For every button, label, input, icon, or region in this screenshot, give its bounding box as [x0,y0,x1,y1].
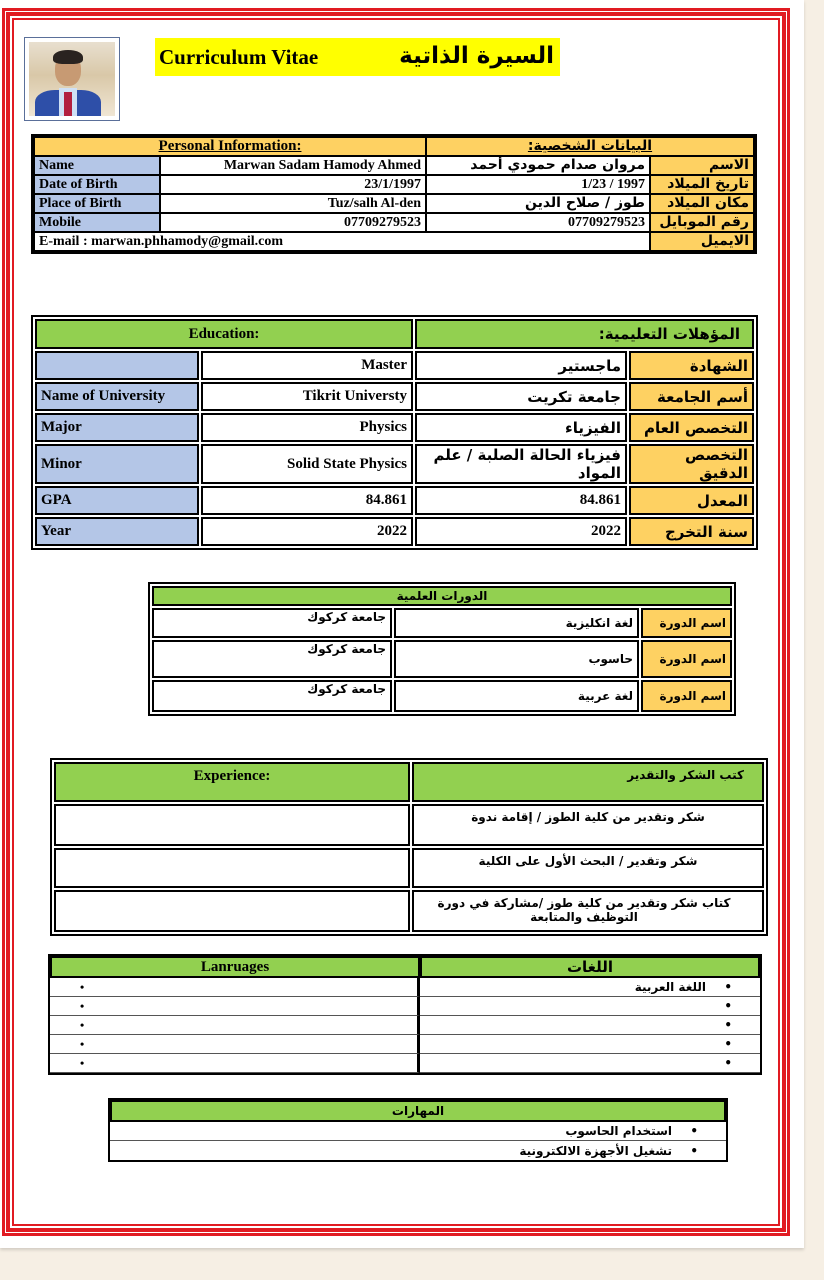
table-row [50,978,760,997]
field-value: 84.861 [201,486,413,515]
course-name: لغة انكليزية [394,608,639,638]
education-heading-ar: المؤهلات التعليمية: [415,319,754,349]
language-ar: • [420,997,760,1016]
table-row [54,804,764,846]
language-ar: • [420,1035,760,1054]
field-value-ar: ماجستير [415,351,627,380]
field-label: Place of Birth [34,194,160,213]
field-label: Mobile [34,213,160,232]
table-row [50,1035,760,1054]
language-ar: • [420,1016,760,1035]
course-label: اسم الدورة [641,640,732,678]
table-row [54,890,764,932]
profile-photo [24,37,120,121]
table-row [110,1141,726,1160]
field-label-ar: الشهادة [629,351,754,380]
field-label: Major [35,413,199,442]
table-row [34,194,754,213]
table-row [54,848,764,888]
skill-item: •استخدام الحاسوب [110,1122,726,1141]
field-value-ar: فيزياء الحالة الصلبة / علم المواد [415,444,627,484]
field-label: Year [35,517,199,546]
field-value-ar: جامعة تكريت [415,382,627,411]
title-arabic: السيرة الذاتية [399,43,554,69]
field-value-ar: 84.861 [415,486,627,515]
table-row [50,997,760,1016]
course-place: جامعة كركوك [152,608,392,638]
language-en: • [50,997,420,1016]
table-row [110,1122,726,1141]
field-value-ar: 2022 [415,517,627,546]
field-value: 07709279523 [160,213,426,232]
email-value: E-mail : marwan.phhamody@gmail.com [34,232,650,251]
title-banner [155,38,560,76]
field-value: 23/1/1997 [160,175,426,194]
field-label [35,351,199,380]
table-row [50,1016,760,1035]
course-place: جامعة كركوك [152,640,392,678]
email-label-ar: الايميل [650,232,754,251]
field-label: Date of Birth [34,175,160,194]
table-row [35,382,754,411]
table-row [152,608,732,638]
field-label-ar: الاسم [650,156,754,175]
title-english: Curriculum Vitae [159,45,319,69]
language-en: • [50,1035,420,1054]
table-row [35,444,754,484]
field-label-ar: أسم الجامعة [629,382,754,411]
skills-heading: المهارات [110,1100,726,1122]
personal-info-table [31,134,757,254]
table-row [35,351,754,380]
language-en: • [50,1016,420,1035]
experience-ar: شكر وتقدير من كلية الطوز / إقامة ندوة [412,804,764,846]
table-row [35,413,754,442]
languages-heading-en: Lanruages [50,956,420,978]
field-label-ar: التخصص العام [629,413,754,442]
field-value: Master [201,351,413,380]
table-row [50,1054,760,1073]
field-value: Tikrit Universty [201,382,413,411]
experience-ar: شكر وتقدير / البحث الأول على الكلية [412,848,764,888]
table-row [35,517,754,546]
table-row [35,486,754,515]
courses-heading: الدورات العلمية [152,586,732,606]
field-value: Tuz/salh Al-den [160,194,426,213]
field-label-ar: التخصص الدقيق [629,444,754,484]
personal-heading-ar: البيانات الشخصية: [426,137,754,156]
course-name: لغة عربية [394,680,639,712]
field-value-ar: مروان صدام حمودي أحمد [426,156,650,175]
language-en: • [50,1054,420,1073]
language-en: • [50,978,420,997]
skill-item: •تشغيل الأجهزة الالكترونية [519,1143,698,1158]
person-image-icon [29,42,115,116]
personal-heading-en: Personal Information: [34,137,426,156]
experience-heading-ar: كتب الشكر والتقدير [412,762,764,802]
field-label-ar: رقم الموبايل [650,213,754,232]
field-value-ar: 1997 / 1/23 [426,175,650,194]
field-value: 2022 [201,517,413,546]
table-row [34,156,754,175]
field-value-ar: الفيزياء [415,413,627,442]
field-label-ar: مكان الميلاد [650,194,754,213]
experience-en [54,890,410,932]
language-ar: •اللغة العربية [420,978,760,997]
course-label: اسم الدورة [641,608,732,638]
field-value: Solid State Physics [201,444,413,484]
field-label-ar: سنة التخرج [629,517,754,546]
languages-heading-ar: اللغات [420,956,760,978]
field-label: GPA [35,486,199,515]
experience-table [50,758,768,936]
courses-table [148,582,736,716]
experience-heading-en: Experience: [54,762,410,802]
field-label-ar: المعدل [629,486,754,515]
course-place: جامعة كركوك [152,680,392,712]
table-row [34,213,754,232]
skills-table [108,1098,728,1162]
table-row [34,232,754,251]
field-value: Physics [201,413,413,442]
field-label-ar: تاريخ الميلاد [650,175,754,194]
table-row [152,640,732,678]
field-value-ar: 07709279523 [426,213,650,232]
field-value-ar: طوز / صلاح الدين [426,194,650,213]
experience-ar: كتاب شكر وتقدير من كلية طوز /مشاركة في دورة التوظيف والمتابعة [412,890,764,932]
language-ar: • [420,1054,760,1073]
experience-en [54,804,410,846]
course-label: اسم الدورة [641,680,732,712]
education-table [31,315,758,550]
field-label: Name [34,156,160,175]
languages-table [48,954,762,1075]
table-row [152,680,732,712]
table-row [34,175,754,194]
field-label: Name of University [35,382,199,411]
field-label: Minor [35,444,199,484]
education-heading-en: Education: [35,319,413,349]
course-name: حاسوب [394,640,639,678]
field-value: Marwan Sadam Hamody Ahmed [160,156,426,175]
experience-en [54,848,410,888]
